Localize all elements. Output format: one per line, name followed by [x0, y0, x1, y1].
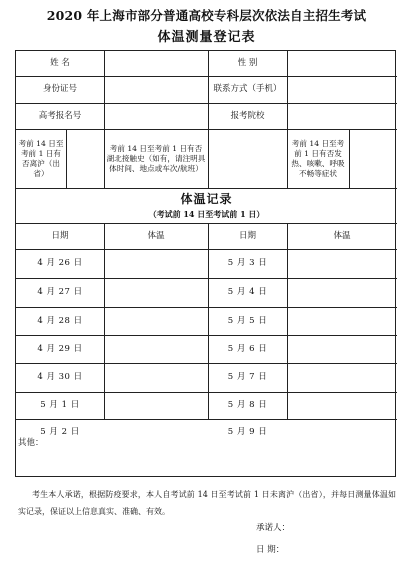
date-cell: 5 月 1 日 — [40, 400, 80, 410]
answer-left-shanghai[interactable] — [66, 129, 104, 188]
school-field[interactable] — [287, 103, 397, 129]
exam-number-label: 高考报名号 — [38, 110, 82, 121]
sign-date-label: 日 期： — [256, 545, 285, 555]
id-label: 身份证号 — [42, 84, 77, 94]
id-field[interactable] — [104, 76, 208, 103]
phone-field[interactable] — [287, 76, 397, 103]
gender-field[interactable] — [287, 51, 397, 76]
date-cell: 4 月 28 日 — [37, 315, 83, 326]
date-cell: 5 月 2 日 — [40, 427, 80, 437]
school-label: 报考院校 — [230, 110, 265, 121]
date-cell: 5 月 4 日 — [227, 287, 268, 297]
document-title: 2020 年上海市部分普通高校专科层次依法自主招生考试 — [46, 8, 367, 23]
name-field[interactable] — [104, 51, 208, 76]
date-cell: 5 月 6 日 — [227, 343, 268, 354]
temperature-record-title: 体温记录 — [180, 191, 233, 206]
date-cell: 4 月 26 日 — [37, 258, 83, 268]
pledge-text: 考生本人承诺，根据防疫要求，本人自考试前 14 日至考试前 1 日未离沪（出省），并每日测量体温如实记录，保证以上信息真实、准确、有效。 — [18, 490, 396, 516]
answer-symptoms[interactable] — [349, 129, 397, 188]
date-cell: 5 月 5 日 — [227, 315, 268, 326]
registration-form — [15, 50, 396, 477]
temperature-column-header: 体温 — [333, 230, 351, 241]
answer-hubei-contact[interactable] — [208, 129, 287, 188]
gender-label: 性 别 — [237, 58, 258, 68]
phone-label: 联系方式（手机） — [213, 84, 282, 94]
question-left-shanghai: 考前 14 日至考前 1 日有否离沪（出省） — [18, 138, 64, 178]
date-cell: 4 月 30 日 — [37, 372, 83, 382]
date-cell: 5 月 3 日 — [227, 258, 268, 268]
name-label: 姓 名 — [50, 58, 70, 68]
question-symptoms: 考前 14 日至考前 1 日有否发热、咳嗽、呼吸不畅等症状 — [291, 138, 345, 178]
date-column-header: 日期 — [51, 230, 69, 241]
date-cell: 5 月 8 日 — [227, 400, 268, 410]
date-cell: 5 月 7 日 — [227, 372, 268, 382]
temperature-column-header: 体温 — [147, 230, 165, 241]
date-column-header: 日期 — [238, 230, 256, 241]
date-cell: 5 月 9 日 — [227, 427, 268, 437]
date-cell: 4 月 29 日 — [37, 343, 83, 354]
other-label: 其他： — [18, 438, 44, 448]
signer-label: 承诺人： — [256, 523, 291, 533]
question-hubei-contact: 考前 14 日至考前 1 日有否湖北接触史（如有，请注明具体时间、地点或车次/航班） — [106, 143, 206, 173]
document-subtitle: 体温测量登记表 — [157, 30, 256, 45]
temperature-record-subtitle: （考试前 14 日至考试前 1 日） — [148, 208, 265, 219]
date-cell: 4 月 27 日 — [37, 287, 83, 297]
exam-number-field[interactable] — [104, 103, 208, 129]
